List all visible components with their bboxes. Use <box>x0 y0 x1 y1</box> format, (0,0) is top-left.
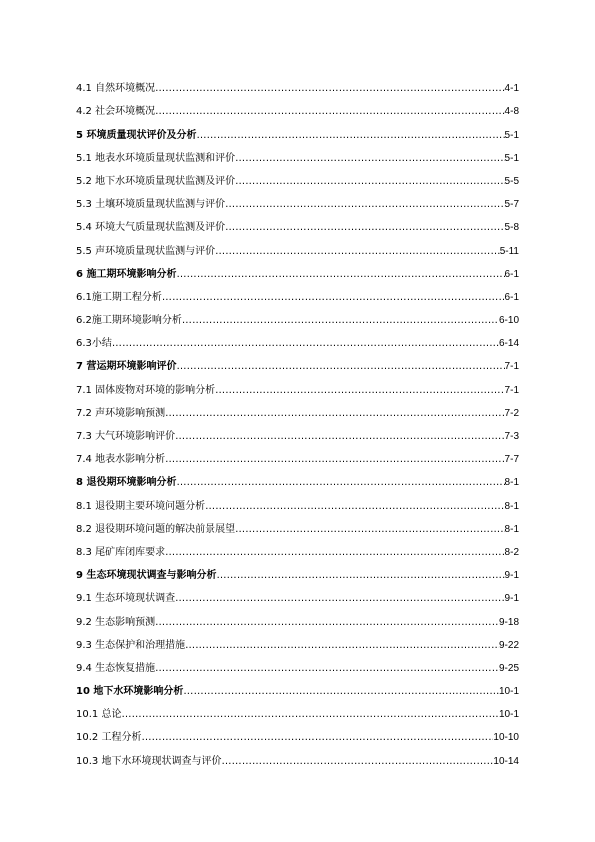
toc-entry-6-3[interactable] <box>76 327 519 350</box>
toc-dot-leader <box>185 639 499 652</box>
toc-dot-leader <box>175 430 504 443</box>
toc-page-number: 9-25 <box>498 662 519 674</box>
toc-entry-title: 8.1 退役期主要环境问题分析 <box>76 500 206 512</box>
toc-page-number: 8-1 <box>504 523 519 535</box>
toc-entry-title: 9.2 生态影响预测 <box>76 616 156 628</box>
toc-dot-leader <box>155 662 499 675</box>
toc-entry-5-2[interactable] <box>76 165 519 188</box>
toc-dot-leader <box>215 245 500 258</box>
toc-dot-leader <box>205 500 504 513</box>
toc-entry-title: 5.2 地下水环境质量现状监测及评价 <box>76 175 236 187</box>
toc-entry-title: 4.2 社会环境概况 <box>76 106 156 118</box>
toc-dot-leader <box>162 291 505 304</box>
toc-dot-leader <box>221 755 493 768</box>
toc-dot-leader <box>225 198 504 211</box>
toc-entry-title: 10.2 工程分析 <box>76 732 142 744</box>
toc-dot-leader <box>165 407 504 420</box>
toc-page-number: 4-1 <box>504 83 519 95</box>
toc-dot-leader <box>183 685 499 698</box>
toc-entry-7-4[interactable] <box>76 443 519 466</box>
toc-chapter-title: 9 生态环境现状调查与影响分析 <box>76 570 217 582</box>
toc-entry-title: 9.3 生态保护和治理措施 <box>76 639 186 651</box>
toc-entry-title: 5.4 环境大气质量现状监测及评价 <box>76 222 226 234</box>
toc-entry-7-3[interactable] <box>76 420 519 443</box>
toc-entry-title: 7.2 声环境影响预测 <box>76 407 166 419</box>
toc-dot-leader <box>196 129 504 142</box>
table-of-contents <box>76 72 519 768</box>
toc-page-number: 5-1 <box>504 129 519 141</box>
toc-entry-4-2[interactable] <box>76 95 519 118</box>
toc-entry-9-3[interactable] <box>76 629 519 652</box>
toc-dot-leader <box>235 175 504 188</box>
toc-entry-title: 8.2 退役期环境问题的解决前景展望 <box>76 523 236 535</box>
toc-page-number: 8-1 <box>504 477 519 489</box>
toc-chapter-6[interactable] <box>76 258 519 281</box>
toc-entry-title: 6.2施工期环境影响分析 <box>76 315 182 327</box>
toc-entry-6-1[interactable] <box>76 281 519 304</box>
toc-entry-5-4[interactable] <box>76 211 519 234</box>
toc-entry-title: 10.3 地下水环境现状调查与评价 <box>76 755 222 767</box>
toc-entry-10-2[interactable] <box>76 721 519 744</box>
toc-chapter-title: 6 施工期环境影响分析 <box>76 268 177 280</box>
toc-page-number: 8-2 <box>504 546 519 558</box>
toc-entry-7-1[interactable] <box>76 373 519 396</box>
toc-page-number: 9-18 <box>498 616 519 628</box>
toc-entry-5-5[interactable] <box>76 234 519 257</box>
toc-page-number: 7-3 <box>504 431 519 442</box>
toc-entry-title: 5.5 声环境质量现状监测与评价 <box>76 245 216 257</box>
toc-dot-leader <box>155 105 504 118</box>
toc-entry-6-2[interactable] <box>76 304 519 327</box>
toc-entry-9-2[interactable] <box>76 605 519 628</box>
toc-dot-leader <box>112 337 499 350</box>
toc-page-number: 10-14 <box>493 755 519 767</box>
toc-dot-leader <box>176 268 504 281</box>
toc-page-number: 5-11 <box>499 245 519 257</box>
toc-dot-leader <box>215 384 504 397</box>
toc-entry-8-2[interactable] <box>76 513 519 536</box>
toc-page-number: 5-8 <box>504 222 519 234</box>
toc-dot-leader <box>176 360 504 373</box>
toc-entry-title: 4.1 自然环境概况 <box>76 83 156 95</box>
toc-dot-leader <box>225 221 504 234</box>
toc-page-number: 6-1 <box>504 291 519 303</box>
toc-chapter-title: 7 营运期环境影响评价 <box>76 361 177 373</box>
toc-page-number: 4-8 <box>504 106 519 118</box>
toc-dot-leader <box>165 546 504 559</box>
toc-dot-leader <box>155 616 499 629</box>
toc-chapter-10[interactable] <box>76 675 519 698</box>
toc-entry-title: 8.3 尾矿库闭库要求 <box>76 546 166 558</box>
toc-entry-8-3[interactable] <box>76 536 519 559</box>
toc-page-number: 10-1 <box>498 686 519 698</box>
toc-entry-title: 10.1 总论 <box>76 709 122 721</box>
toc-entry-title: 6.1施工期工程分析 <box>76 291 162 303</box>
toc-entry-4-1[interactable] <box>76 72 519 95</box>
toc-page-number: 7-2 <box>504 407 519 419</box>
toc-entry-9-4[interactable] <box>76 652 519 675</box>
toc-page-number: 7-1 <box>504 384 519 396</box>
toc-entry-5-3[interactable] <box>76 188 519 211</box>
toc-entry-10-1[interactable] <box>76 698 519 721</box>
toc-dot-leader <box>176 476 504 489</box>
toc-page-number: 9-1 <box>504 570 519 582</box>
toc-entry-title: 7.3 大气环境影响评价 <box>76 431 176 442</box>
toc-chapter-7[interactable] <box>76 350 519 373</box>
toc-dot-leader <box>141 731 493 744</box>
toc-entry-title: 5.3 土壤环境质量现状监测与评价 <box>76 199 226 211</box>
toc-page-number: 5-7 <box>504 199 519 211</box>
toc-chapter-title: 8 退役期环境影响分析 <box>76 477 177 489</box>
toc-dot-leader <box>235 152 504 165</box>
toc-dot-leader <box>182 314 499 327</box>
toc-dot-leader <box>165 453 504 466</box>
toc-entry-5-1[interactable] <box>76 142 519 165</box>
toc-chapter-8[interactable] <box>76 466 519 489</box>
toc-entry-title: 5.1 地表水环境质量现状监测和评价 <box>76 152 236 164</box>
toc-entry-title: 7.1 固体废物对环境的影响分析 <box>76 384 216 396</box>
toc-page-number: 9-1 <box>504 593 519 605</box>
toc-dot-leader <box>121 708 499 721</box>
toc-chapter-9[interactable] <box>76 559 519 582</box>
toc-page-number: 6-10 <box>498 315 519 327</box>
toc-entry-10-3[interactable] <box>76 744 519 767</box>
toc-dot-leader <box>216 569 504 582</box>
toc-page-number: 10-10 <box>493 732 519 744</box>
toc-entry-8-1[interactable] <box>76 489 519 512</box>
toc-entry-title: 9.4 生态恢复措施 <box>76 662 156 674</box>
toc-chapter-title: 10 地下水环境影响分析 <box>76 686 184 698</box>
toc-entry-title: 6.3小结 <box>76 338 112 350</box>
toc-page-number: 5-1 <box>504 152 519 164</box>
toc-chapter-5[interactable] <box>76 118 519 141</box>
toc-dot-leader <box>155 82 504 95</box>
toc-entry-title: 7.4 地表水影响分析 <box>76 454 166 466</box>
toc-dot-leader <box>235 523 504 536</box>
toc-chapter-title: 5 环境质量现状评价及分析 <box>76 129 197 141</box>
toc-page-number: 6-1 <box>504 268 519 280</box>
toc-page-number: 7-1 <box>504 361 519 373</box>
toc-entry-title: 9.1 生态环境现状调查 <box>76 593 176 605</box>
toc-page-number: 5-5 <box>504 175 519 187</box>
toc-page-number: 9-22 <box>498 639 519 651</box>
toc-entry-9-1[interactable] <box>76 582 519 605</box>
toc-page-number: 7-7 <box>504 454 519 466</box>
toc-page-number: 8-1 <box>504 500 519 512</box>
toc-dot-leader <box>175 592 504 605</box>
toc-page-number: 10-1 <box>498 709 519 721</box>
toc-entry-7-2[interactable] <box>76 397 519 420</box>
toc-page-number: 6-14 <box>498 338 519 350</box>
